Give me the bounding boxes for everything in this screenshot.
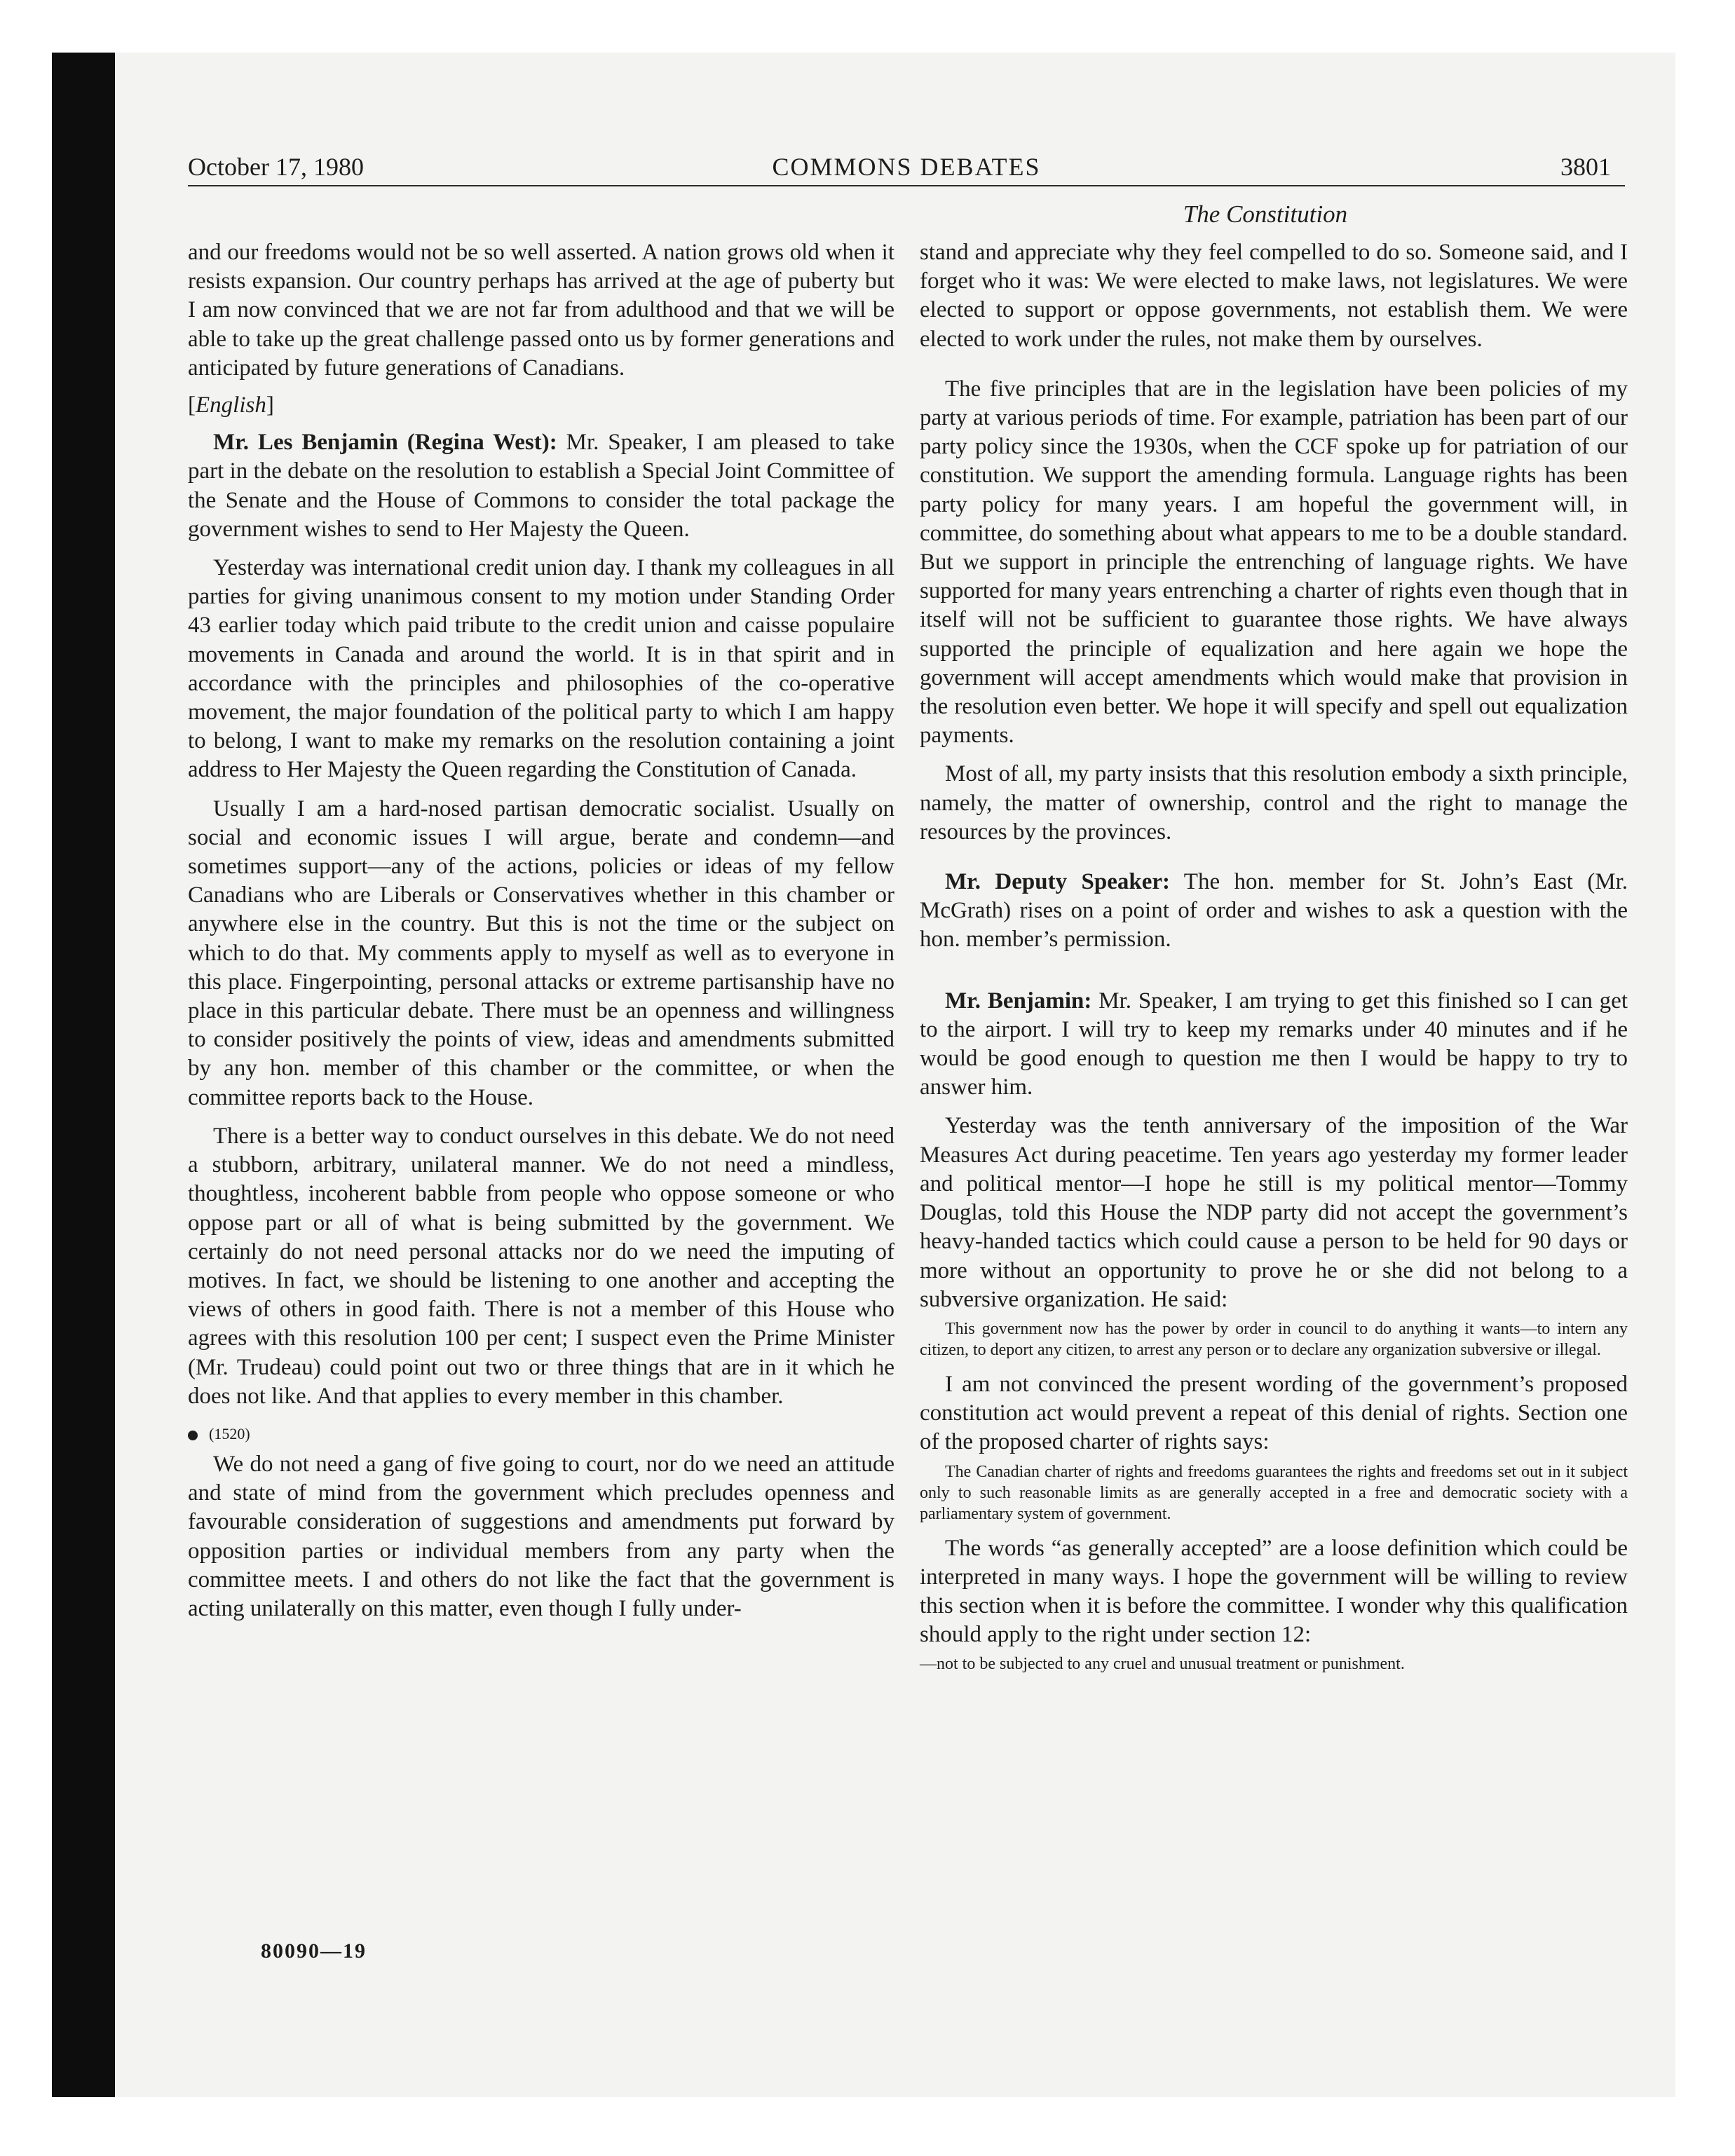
paragraph: Usually I am a hard-nosed partisan democratic socialist. Usually on social and economic issues I will argue, berate and condemn—and sometimes support—any of the actions, policies or ideas of my fellow Canadians who are Liberals or Conservatives whether in this chamber or anywhere else in the country. But this is not the time or the subject on which to do that. My comments apply to myself as well as to everyone in this place. Fingerpointing, personal attacks or extreme partisanship have no place in this particular debate. There must be an openness and willingness to consider positively the points of view, ideas and amendments submitted by any hon. member of this chamber or the committee, or when the committee reports back to the House. bbox=[188, 796, 894, 1110]
time-marker: (1520) bbox=[188, 1424, 894, 1445]
header-title: COMMONS DEBATES bbox=[772, 153, 1041, 181]
paragraph: I am not convinced the present wording of the government’s proposed constitution act would prevent a repeat of this denial of rights. Section one of the proposed charter of rights says: bbox=[920, 1371, 1628, 1455]
running-header bbox=[188, 149, 1625, 185]
speech-paragraph: Mr. Les Benjamin (Regina West): Mr. Speaker, I am pleased to take part in the debate on the resolution to establish a Special Joint Committee of the Senate and the House of Commons to consider the total package the government wishes to send to Her Majesty the Queen. bbox=[188, 430, 894, 542]
bullet-icon bbox=[188, 1431, 198, 1440]
section-title: The Constitution bbox=[1183, 200, 1348, 228]
paragraph: and our freedoms would not be so well asserted. A nation grows old when it resists expansion. Our country perhaps has arrived at the age of puberty but I am now convinced that we are not far from adulthood and that we will be able to take up the great challenge passed onto us by former generations and anticipated by future generations of Canadians. bbox=[188, 240, 894, 381]
speaker-name: Mr. Benjamin: bbox=[945, 988, 1092, 1014]
right-column bbox=[920, 238, 1628, 1683]
page-number: 3801 bbox=[1560, 153, 1611, 181]
paragraph: The words “as generally accepted” are a loose definition which could be interpreted in many ways. I hope the government will be willing to review this section when it is before the committee. I wonder why this qualification should apply to the right under section 12: bbox=[920, 1535, 1628, 1648]
speaker-name: Mr. Deputy Speaker: bbox=[945, 869, 1170, 895]
paragraph: Yesterday was the tenth anniversary of the imposition of the War Measures Act during peacetime. Ten years ago yesterday my former leader and political mentor—I hope he still is my political mentor—Tommy Douglas, told this House the NDP party did not accept the government’s heavy-handed tactics which could cause a person to be held for 90 days or more without an opportunity to prove he or she did not belong to a subversive organization. He said: bbox=[920, 1113, 1628, 1312]
block-quote: The Canadian charter of rights and freedoms guarantees the rights and freedoms set out in it subject only to such reasonable limits as are generally accepted in a free and democratic society with a parliamentary system of government. bbox=[920, 1462, 1628, 1523]
left-column bbox=[188, 238, 894, 1623]
speech-paragraph: Mr. Deputy Speaker: The hon. member for St. John’s East (Mr. McGrath) rises on a point of order and wishes to ask a question with the hon. member’s permission. bbox=[920, 869, 1628, 953]
paragraph: There is a better way to conduct ourselves in this debate. We do not need a stubborn, arbitrary, unilateral manner. We do not need a mindless, thoughtless, incoherent babble from people who oppose someone or who oppose part or all of what is being submitted by the government. We certainly do not need personal attacks nor do we need the imputing of motives. In fact, we should be listening to one another and accepting the views of others in good faith. There is not a member of this House who agrees with this resolution 100 per cent; I suspect even the Prime Minister (Mr. Trudeau) could point out two or three things that are in it which he does not like. And that applies to every member in this chamber. bbox=[188, 1123, 894, 1409]
paragraph: Yesterday was international credit union day. I thank my colleagues in all parties for giving unanimous consent to my motion under Standing Order 43 earlier today which paid tribute to the credit union and caisse populaire movements in Canada and around the world. It is in that spirit and in accordance with the principles and philosophies of the co-operative movement, the major foundation of the political party to which I am happy to belong, I want to make my remarks on the resolution containing a joint address to Her Majesty the Queen regarding the Constitution of Canada. bbox=[188, 555, 894, 783]
scan-border bbox=[52, 53, 115, 2097]
speaker-name: Mr. Les Benjamin (Regina West): bbox=[213, 430, 557, 456]
paragraph: stand and appreciate why they feel compelled to do so. Someone said, and I forget who it was: We were elected to make laws, not legislatures. We were elected to support or oppose governments, not establish them. We were elected to work under the rules, not make them by ourselves. bbox=[920, 240, 1628, 352]
speech-paragraph: Mr. Benjamin: Mr. Speaker, I am trying to get this finished so I can get to the airport. I will try to keep my remarks under 40 minutes and if he would be good enough to question me then I would be happy to try to answer him. bbox=[920, 988, 1628, 1100]
paragraph: Most of all, my party insists that this resolution embody a sixth principle, namely, the matter of ownership, control and the right to manage the resources by the provinces. bbox=[920, 761, 1628, 845]
footer-code: 80090—19 bbox=[261, 1939, 367, 1963]
block-quote: —not to be subjected to any cruel and unusual treatment or punishment. bbox=[920, 1655, 1405, 1674]
language-tag: [English] bbox=[188, 393, 274, 418]
header-date: October 17, 1980 bbox=[188, 153, 364, 181]
paragraph: We do not need a gang of five going to court, nor do we need an attitude and state of mind from the government which precludes openness and favourable consideration of suggestions and amendments put forward by opposition parties or individual members from any party when the committee meets. I and others do not like the fact that the government is acting unilaterally on this matter, even though I fully under- bbox=[188, 1451, 894, 1621]
header-rule bbox=[188, 185, 1625, 186]
block-quote: This government now has the power by order in council to do anything it wants—to intern any citizen, to deport any citizen, to arrest any person or to declare any organization subversive or illegal. bbox=[920, 1319, 1628, 1359]
paragraph: The five principles that are in the legislation have been policies of my party at various periods of time. For example, patriation has been part of our party policy since the 1930s, when the CCF spoke up for patriation of our constitution. We support the amending formula. Language rights has been party policy for many years. I am hopeful the government will, in committee, do something about what appears to me to be a double standard. But we support in principle the entrenching of language rights. We have supported for many years entrenching a charter of rights even though that in itself will not be sufficient to guarantee those rights. We have always supported the principle of equalization and here again we hope the government will accept amendments which would make that provision in the resolution even better. We hope it will specify and spell out equalization payments. bbox=[920, 376, 1628, 749]
